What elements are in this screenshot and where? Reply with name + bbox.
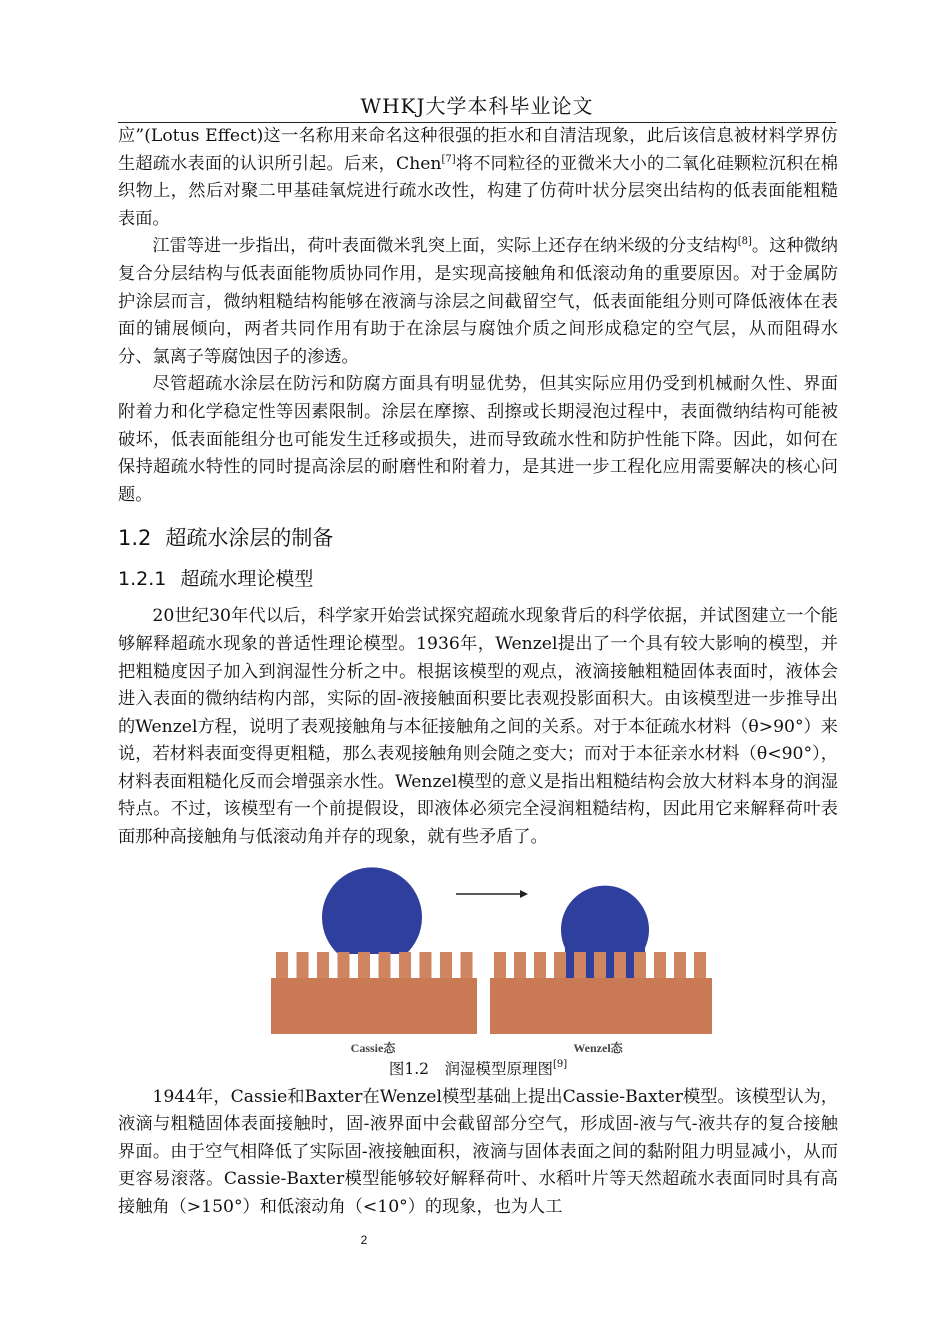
cassie-pillars [276, 952, 473, 979]
cassie-substrate [271, 978, 477, 1034]
cassie-pillar [461, 952, 473, 979]
section-title: 超疏水涂层的制备 [165, 526, 334, 551]
citation-8[interactable]: [8] [737, 236, 752, 248]
subsection-heading [118, 559, 838, 603]
cassie-pillar [297, 952, 309, 979]
wenzel-pillar [634, 952, 646, 979]
wenzel-pillar [614, 952, 626, 979]
citation-7[interactable]: [7] [441, 153, 456, 165]
page-header [118, 92, 836, 123]
cassie-pillar [379, 952, 391, 979]
header-title: WHKJ大学本科毕业论文 [360, 94, 594, 118]
paragraph-wenzel: 20世纪30年代以后，科学家开始尝试探究超疏水现象背后的科学依据，并试图建立一个能够解释超疏水现象的普适性理论模型。1936年，Wenzel提出了一个具有较大影响的模型，并把粗糙度因子加入到润湿性分析之中。根据该模型的观点，液滴接触粗糙固体表面时，液体会进入表面的微纳结构内部，实际的固-液接触面积要比表观投影面积大。由该模型进一步推导出的Wenzel方程，说明了表观接触角与本征接触角之间的关系。对于本征疏水材料（θ>90°）来说，若材料表面变得更粗糙，那么表观接触角则会随之变大；而对于本征亲水材料（θ<90°），材料表面粗糙化反而会增强亲水性。Wenzel模型的意义是指出粗糙结构会放大材料本身的润湿特点。不过，该模型有一个前提假设，即液体必须完全浸润粗糙结构，因此用它来解释荷叶表面那种高接触角与低滚动角并存的现象，就有些矛盾了。 [118, 606, 838, 848]
wenzel-pillar [694, 952, 706, 979]
cassie-pillar [420, 952, 432, 979]
cassie-pillar [276, 952, 288, 979]
page-number: 2 [360, 1233, 368, 1247]
wenzel-pillars [494, 952, 706, 979]
paragraph-cassie: 1944年，Cassie和Baxter在Wenzel模型基础上提出Cassie-Baxter模型。该模型认为，液滴与粗糙固体表面接触时，固-液界面中会截留部分空气，形成固-液与气-液共存的复合接触界面。由于空气相降低了实际固-液接触面积，液滴与固体表面之间的黏附阻力明显减小，从而更容易滚落。Cassie-Baxter模型能够较好解释荷叶、水稻叶片等天然超疏水表面同时具有高接触角（>150°）和低滚动角（<10°）的现象，也为人工 [118, 1086, 838, 1218]
page-body [118, 123, 838, 1222]
citation-9[interactable]: [9] [552, 1058, 568, 1070]
cassie-pillar [338, 952, 350, 979]
wenzel-pillar [574, 952, 586, 979]
cassie-droplet [322, 867, 422, 954]
cassie-pillar [358, 952, 370, 979]
wenzel-pillar [674, 952, 686, 979]
wenzel-state-diagram [490, 885, 712, 1054]
section-number: 1.2 [118, 526, 152, 551]
paragraph-2: 江雷等进一步指出，荷叶表面微米乳突上面，实际上还存在纳米级的分支结构[8]。这种微纳复合分层结构与低表面能物质协同作用，是实现高接触角和低滚动角的重要原因。对于金属防护涂层而言，微纳粗糙结构能够在液滴与涂层之间截留空气，低表面能组分则可降低液体在表面的铺展倾向，两者共同作用有助于在涂层与腐蚀介质之间形成稳定的空气层，从而阻碍水分、氯离子等腐蚀因子的渗透。 [118, 236, 838, 367]
paragraph-1: 应”(Lotus Effect)这一名称用来命名这种很强的拒水和自清洁现象，此后该信息被材料学界仿生超疏水表面的认识所引起。后来，Chen[7]将不同粒径的亚微米大小的二氧化硅颗粒沉积在棉织物上，然后对聚二甲基硅氧烷进行疏水改性，构建了仿荷叶状分层突出结构的低表面能粗糙表面。 [118, 126, 838, 229]
cassie-pillar [317, 952, 329, 979]
paragraph-3: 尽管超疏水涂层在防污和防腐方面具有明显优势，但其实际应用仍受到机械耐久性、界面附着力和化学稳定性等因素限制。涂层在摩擦、刮擦或长期浸泡过程中，表面微纳结构可能被破坏，低表面能组分也可能发生迁移或损失，进而导致疏水性和防护性能下降。因此，如何在保持超疏水特性的同时提高涂层的耐磨性和附着力，是其进一步工程化应用需要解决的核心问题。 [118, 374, 838, 505]
wenzel-pillar [494, 952, 506, 979]
cassie-pillar [440, 952, 452, 979]
cassie-state-diagram [271, 867, 477, 1055]
figure-caption: 图1.2 润湿模型原理图[9] [388, 1058, 568, 1078]
wetting-model-figure [118, 864, 838, 1056]
cassie-label: Cassie态 [350, 1040, 396, 1055]
wetting-model-diagram [268, 864, 713, 1056]
subsection-title: 超疏水理论模型 [180, 568, 314, 591]
wenzel-pillar [534, 952, 546, 979]
wenzel-substrate [490, 978, 712, 1034]
wenzel-pillar [594, 952, 606, 979]
wenzel-pillar [514, 952, 526, 979]
subsection-number: 1.2.1 [118, 568, 167, 591]
cassie-pillar [399, 952, 411, 979]
section-heading [118, 521, 838, 559]
wenzel-pillar [654, 952, 666, 979]
transition-arrow [456, 890, 528, 898]
wenzel-label: Wenzel态 [573, 1040, 623, 1055]
wenzel-droplet [561, 885, 649, 947]
wenzel-pillar [554, 952, 566, 979]
